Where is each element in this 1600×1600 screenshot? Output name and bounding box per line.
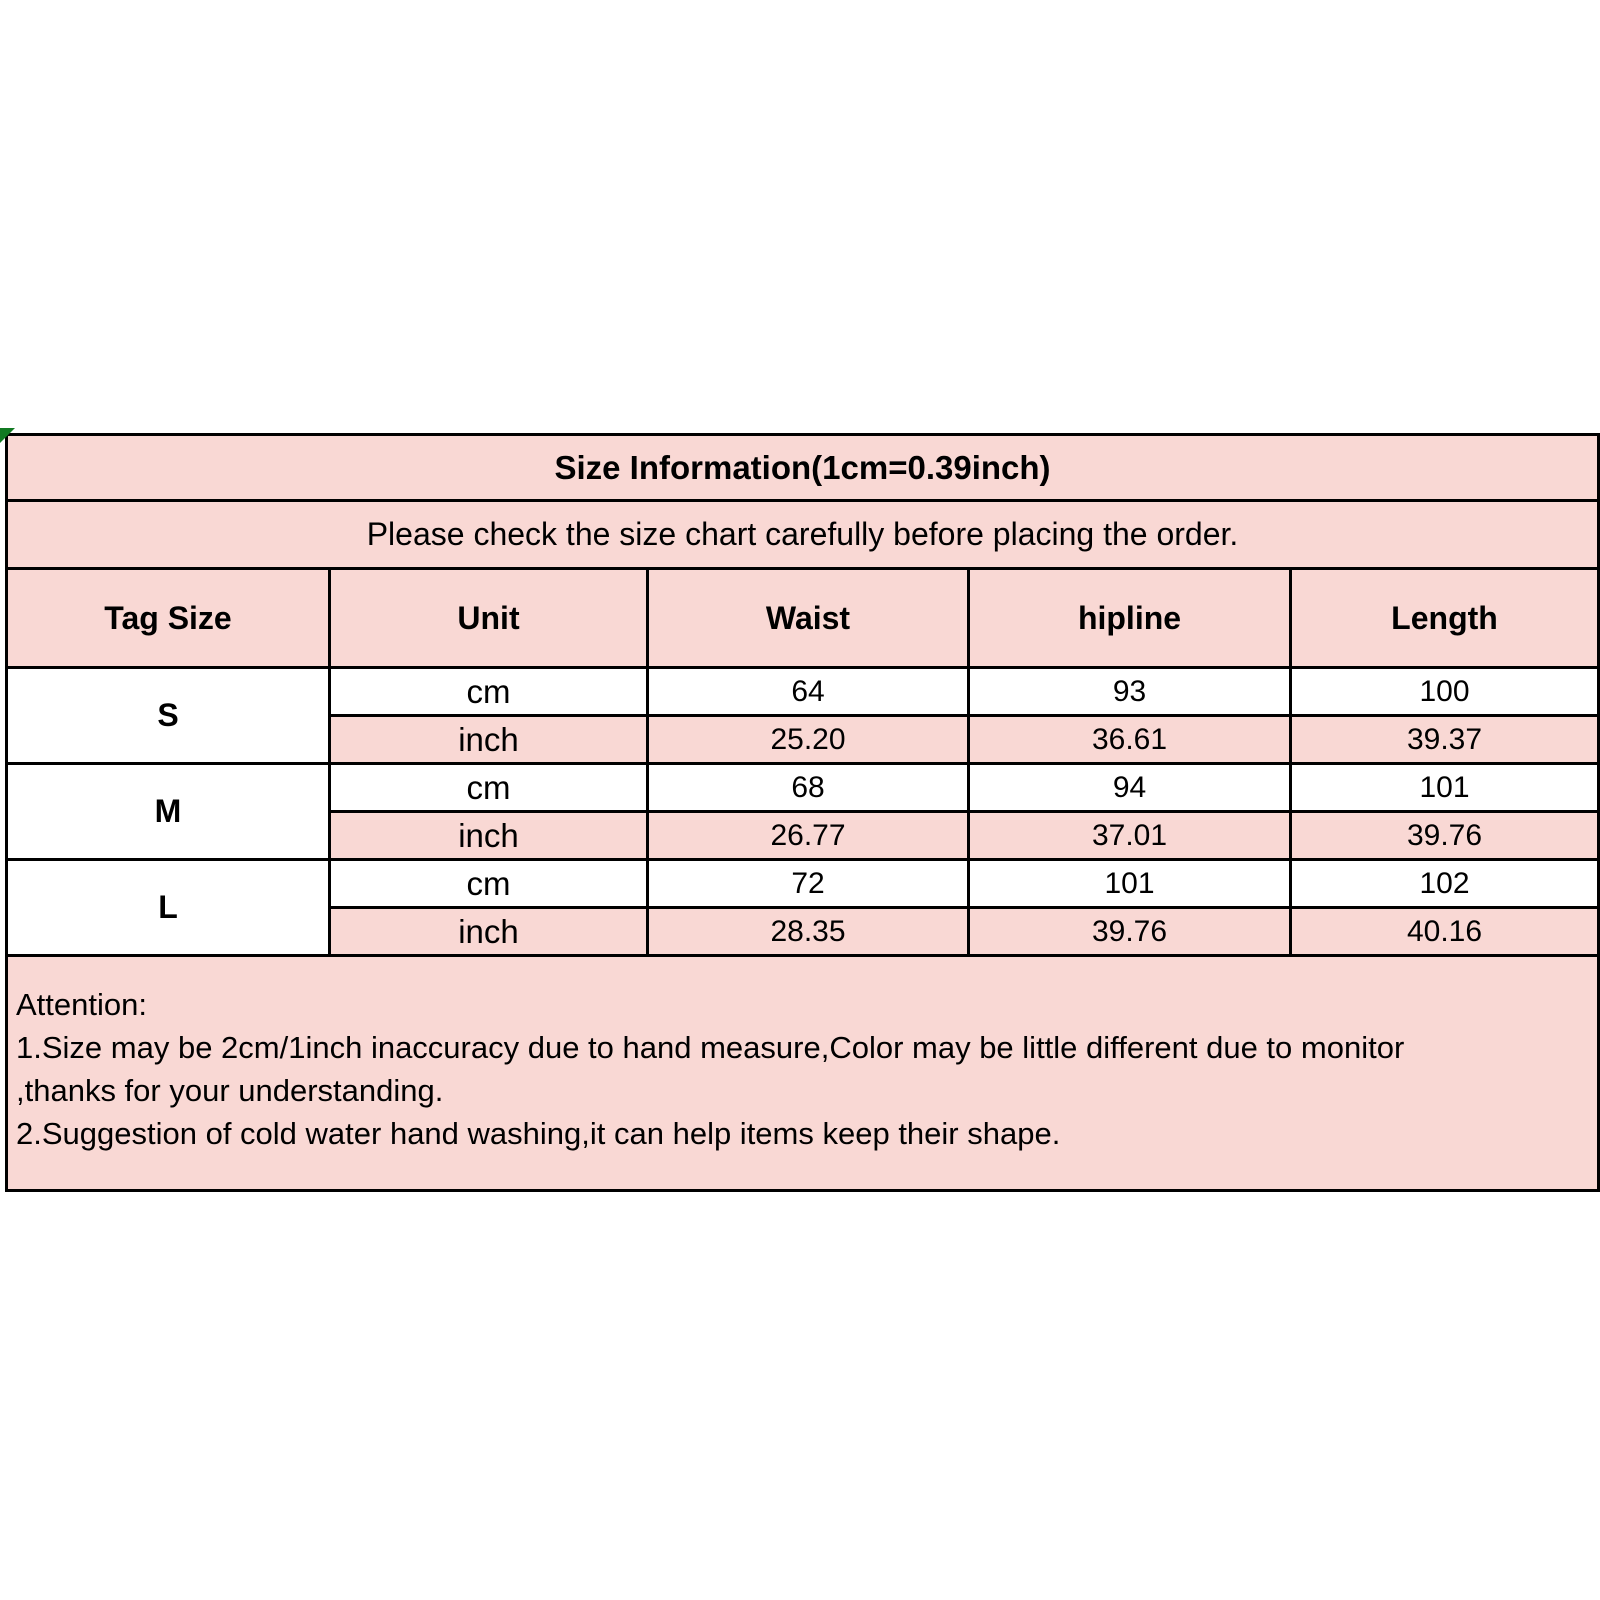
- attention-heading: Attention:: [16, 987, 147, 1022]
- attention-section: [7, 956, 1599, 1191]
- table-title: Size Information(1cm=0.39inch): [7, 435, 1599, 501]
- table-subtitle: Please check the size chart carefully before placing the order.: [7, 501, 1599, 569]
- unit-cell-l-cm: cm: [330, 860, 648, 908]
- col-header-unit: Unit: [330, 569, 648, 668]
- cell-l-cm-hipline: 101: [969, 860, 1291, 908]
- size-label-s: S: [7, 668, 330, 764]
- col-header-hipline: hipline: [969, 569, 1291, 668]
- cell-l-inch-length: 40.16: [1291, 908, 1599, 956]
- size-label-m: M: [7, 764, 330, 860]
- unit-cell-l-inch: inch: [330, 908, 648, 956]
- unit-cell-m-inch: inch: [330, 812, 648, 860]
- cell-s-inch-waist: 25.20: [648, 716, 969, 764]
- cell-l-inch-waist: 28.35: [648, 908, 969, 956]
- attention-line-2: ,thanks for your understanding.: [16, 1073, 444, 1108]
- size-chart-block: [5, 433, 1597, 1192]
- green-corner-marker-icon: [0, 428, 15, 443]
- size-table: [5, 433, 1600, 1192]
- cell-s-cm-length: 100: [1291, 668, 1599, 716]
- cell-l-cm-waist: 72: [648, 860, 969, 908]
- size-label-l: L: [7, 860, 330, 956]
- cell-l-cm-length: 102: [1291, 860, 1599, 908]
- cell-m-cm-length: 101: [1291, 764, 1599, 812]
- unit-cell-m-cm: cm: [330, 764, 648, 812]
- cell-m-cm-hipline: 94: [969, 764, 1291, 812]
- col-header-waist: Waist: [648, 569, 969, 668]
- cell-m-inch-hipline: 37.01: [969, 812, 1291, 860]
- cell-m-inch-length: 39.76: [1291, 812, 1599, 860]
- col-header-length: Length: [1291, 569, 1599, 668]
- cell-m-inch-waist: 26.77: [648, 812, 969, 860]
- cell-m-cm-waist: 68: [648, 764, 969, 812]
- cell-s-inch-length: 39.37: [1291, 716, 1599, 764]
- cell-s-cm-waist: 64: [648, 668, 969, 716]
- col-header-tag-size: Tag Size: [7, 569, 330, 668]
- unit-cell-s-cm: cm: [330, 668, 648, 716]
- attention-line-3: 2.Suggestion of cold water hand washing,it can help items keep their shape.: [16, 1116, 1061, 1151]
- attention-line-1: 1.Size may be 2cm/1inch inaccuracy due to hand measure,Color may be little different due to monitor: [16, 1030, 1405, 1065]
- cell-s-inch-hipline: 36.61: [969, 716, 1291, 764]
- cell-s-cm-hipline: 93: [969, 668, 1291, 716]
- unit-cell-s-inch: inch: [330, 716, 648, 764]
- cell-l-inch-hipline: 39.76: [969, 908, 1291, 956]
